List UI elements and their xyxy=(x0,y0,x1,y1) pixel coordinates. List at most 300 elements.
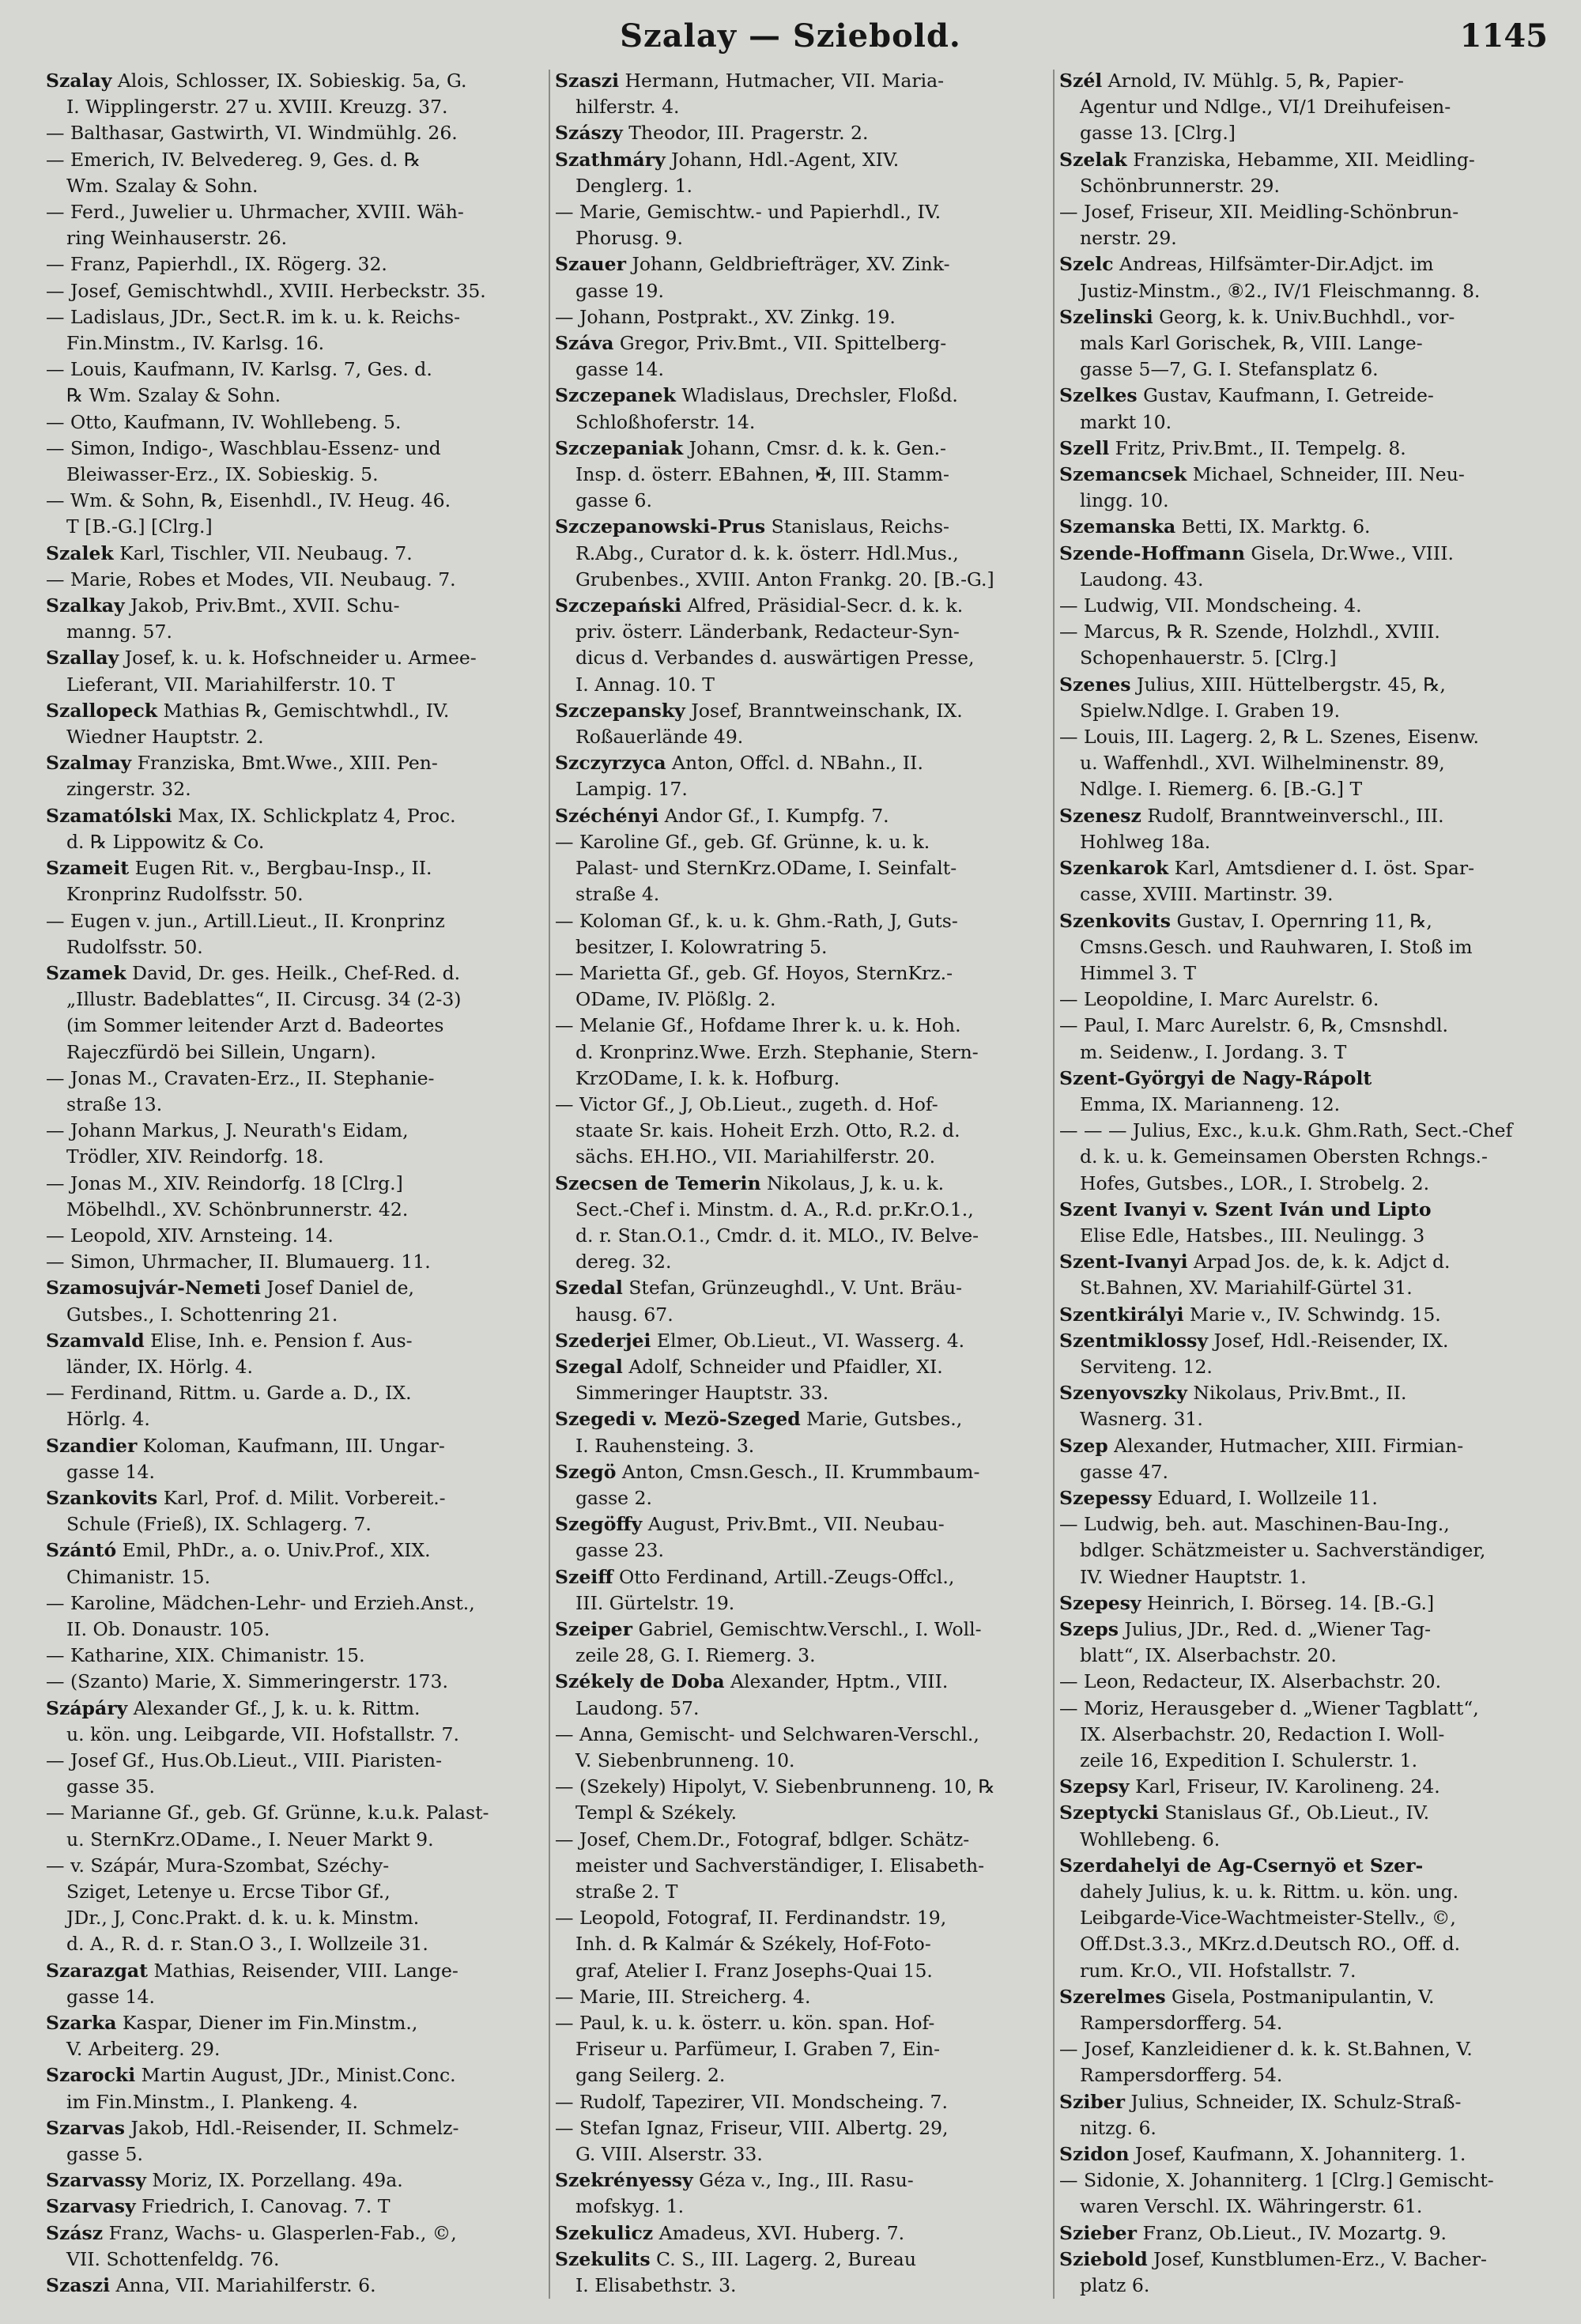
directory-line xyxy=(46,672,549,698)
entry-surname: Szende-Hoffmann xyxy=(1059,541,1245,564)
entry-text: — Marie, III. Streicherg. 4. xyxy=(555,1985,811,2008)
directory-line xyxy=(1059,645,1562,671)
directory-line xyxy=(1059,1853,1562,1879)
entry-text: G. VIII. Alserstr. 33. xyxy=(575,2143,763,2166)
directory-line xyxy=(555,2062,1058,2088)
directory-line xyxy=(46,383,549,409)
entry-text: — (Szanto) Marie, X. Simmeringerstr. 173. xyxy=(46,1670,448,1693)
entry-text: — Jonas M., XIV. Reindorfg. 18 [Clrg.] xyxy=(46,1171,403,1194)
directory-line xyxy=(1059,1197,1562,1223)
directory-line xyxy=(46,2220,549,2247)
directory-line xyxy=(555,1958,1058,1984)
entry-text: V. Arbeiterg. 29. xyxy=(66,2038,221,2061)
entry-text: Sect.-Chef i. Minstm. d. A., R.d. pr.Kr.O.1., xyxy=(575,1198,974,1220)
directory-line xyxy=(46,567,549,593)
entry-text: Marie v., IV. Schwindg. 15. xyxy=(1183,1303,1441,1326)
entry-text: IV. Wiedner Hauptstr. 1. xyxy=(1080,1565,1307,1588)
entry-text: — Paul, k. u. k. österr. u. kön. span. Hof- xyxy=(555,2012,935,2035)
entry-surname: Szerelmes xyxy=(1059,1985,1166,2008)
entry-text: Denglerg. 1. xyxy=(575,174,692,197)
entry-text: Schopenhauerstr. 5. [Clrg.] xyxy=(1080,647,1337,670)
directory-line xyxy=(555,1354,1058,1380)
directory-line xyxy=(46,1696,549,1722)
entry-text: Rudolf, Branntweinverschl., III. xyxy=(1141,804,1444,827)
entry-text: Johann, Cmsr. d. k. k. Gen.- xyxy=(683,436,946,459)
directory-line xyxy=(1059,1354,1562,1380)
entry-text: Julius, XIII. Hüttelbergstr. 45, ℞, xyxy=(1130,673,1446,696)
entry-text: straße 2. T xyxy=(575,1881,678,1903)
entry-text: gasse 23. xyxy=(575,1539,664,1562)
directory-line xyxy=(555,619,1058,645)
entry-text: „Illustr. Badeblattes“, II. Circusg. 34 (2-3) xyxy=(66,988,462,1011)
directory-line xyxy=(46,1328,549,1354)
directory-line xyxy=(555,488,1058,514)
entry-text: Insp. d. österr. EBahnen, ✠, III. Stamm- xyxy=(575,463,949,486)
entry-text: Heinrich, I. Börseg. 14. [B.-G.] xyxy=(1141,1591,1435,1614)
directory-line xyxy=(46,1958,549,1984)
entry-text: — Leon, Redacteur, IX. Alserbachstr. 20. xyxy=(1059,1670,1442,1693)
directory-line xyxy=(1059,2167,1562,2194)
directory-line xyxy=(46,2115,549,2141)
directory-line xyxy=(1059,94,1562,120)
entry-text: Andor Gf., I. Kumpfg. 7. xyxy=(658,804,889,827)
entry-text: Simmeringer Hauptstr. 33. xyxy=(575,1382,829,1405)
directory-line xyxy=(555,934,1058,960)
directory-line xyxy=(555,1643,1058,1669)
entry-text: Karl, Prof. d. Milit. Vorbereit.- xyxy=(157,1486,446,1509)
entry-text: (im Sommer leitender Arzt d. Badeortes xyxy=(66,1014,444,1037)
entry-text: Anton, Cmsn.Gesch., II. Krummbaum- xyxy=(616,1460,980,1483)
entry-surname: Szarocki xyxy=(46,2064,136,2087)
directory-line xyxy=(555,304,1058,330)
entry-surname: Szamatólski xyxy=(46,804,172,827)
directory-line xyxy=(1059,1485,1562,1511)
entry-text: Alois, Schlosser, IX. Sobieskig. 5a, G. xyxy=(111,70,467,92)
directory-line xyxy=(1059,383,1562,409)
directory-line xyxy=(46,908,549,934)
directory-line xyxy=(555,1800,1058,1826)
entry-text: Palast- und SternKrz.ODame, I. Seinfalt- xyxy=(575,857,957,880)
entry-text: Jakob, Hdl.-Reisender, II. Schmelz- xyxy=(125,2116,459,2139)
entry-text: — Ferd., Juwelier u. Uhrmacher, XVIII. Wäh- xyxy=(46,201,464,224)
directory-line xyxy=(46,436,549,462)
entry-surname: Szecsen de Temerin xyxy=(555,1171,761,1194)
directory-line xyxy=(1059,1905,1562,1931)
entry-text: Gisela, Postmanipulantin, V. xyxy=(1165,1985,1435,2008)
directory-line xyxy=(1059,2247,1562,2273)
directory-line xyxy=(555,1485,1058,1511)
column-divider xyxy=(1053,70,1055,2299)
entry-text: Josef, Hdl.-Reisender, IX. xyxy=(1208,1329,1449,1352)
entry-surname: Szegö xyxy=(555,1460,617,1483)
entry-text: — Johann Markus, J. Neurath's Eidam, xyxy=(46,1119,409,1142)
directory-line xyxy=(555,855,1058,881)
directory-line xyxy=(555,278,1058,304)
entry-text: Schönbrunnerstr. 29. xyxy=(1080,174,1280,197)
directory-line xyxy=(1059,1144,1562,1170)
entry-text: Jakob, Priv.Bmt., XVII. Schu- xyxy=(124,594,400,617)
directory-line xyxy=(1059,1774,1562,1800)
directory-line xyxy=(46,2273,549,2299)
entry-text: Elise Edle, Hatsbes., III. Neulingg. 3 xyxy=(1080,1224,1425,1247)
entry-text: IX. Alserbachstr. 20, Redaction I. Woll- xyxy=(1080,1722,1445,1745)
entry-text: straße 4. xyxy=(575,883,660,906)
entry-surname: Száva xyxy=(555,332,614,355)
directory-line xyxy=(46,2141,549,2167)
entry-text: Hofes, Gutsbes., LOR., I. Strobelg. 2. xyxy=(1080,1171,1430,1194)
directory-line xyxy=(46,1984,549,2010)
entry-text: Eduard, I. Wollzeile 11. xyxy=(1151,1486,1378,1509)
directory-line xyxy=(1059,1643,1562,1669)
entry-text: Elise, Inh. e. Pension f. Aus- xyxy=(144,1329,413,1352)
directory-line xyxy=(1059,803,1562,829)
directory-line xyxy=(1059,1511,1562,1537)
directory-line xyxy=(1059,2036,1562,2062)
entry-text: — — — Julius, Exc., k.u.k. Ghm.Rath, Sect.-Chef xyxy=(1059,1119,1513,1142)
entry-surname: Szekulicz xyxy=(555,2221,654,2244)
entry-text: Josef Daniel de, xyxy=(260,1277,414,1300)
directory-line xyxy=(46,120,549,146)
directory-line xyxy=(1059,173,1562,199)
directory-line xyxy=(1059,462,1562,488)
directory-line xyxy=(555,1564,1058,1590)
entry-text: Phorusg. 9. xyxy=(575,227,683,250)
directory-line xyxy=(1059,1275,1562,1301)
entry-text: meister und Sachverständiger, I. Elisabeth- xyxy=(575,1854,985,1877)
entry-text: Schloßhoferstr. 14. xyxy=(575,410,756,433)
directory-line xyxy=(46,1643,549,1669)
entry-text: bdlger. Schätzmeister u. Sachverständiger, xyxy=(1080,1539,1486,1562)
directory-line xyxy=(1059,1617,1562,1643)
directory-line xyxy=(555,908,1058,934)
entry-text: Max, IX. Schlickplatz 4, Proc. xyxy=(172,804,456,827)
entry-text: Franziska, Hebamme, XII. Meidling- xyxy=(1126,148,1475,171)
entry-text: Gabriel, Gemischtw.Verschl., I. Woll- xyxy=(632,1617,982,1640)
directory-line xyxy=(46,357,549,383)
entry-text: — Marie, Gemischtw.- und Papierhdl., IV. xyxy=(555,201,941,224)
entry-surname: Szegedi v. Mezö-Szeged xyxy=(555,1408,801,1431)
entry-surname: Szarvassy xyxy=(46,2169,146,2192)
entry-text: Kronprinz Rudolfsstr. 50. xyxy=(66,883,304,906)
entry-surname: Szathmáry xyxy=(555,148,666,171)
entry-text: C. S., III. Lagerg. 2, Bureau xyxy=(650,2247,916,2270)
entry-surname: Szenes xyxy=(1059,673,1131,696)
entry-text: ℞ Wm. Szalay & Sohn. xyxy=(66,384,281,407)
directory-line xyxy=(1059,2115,1562,2141)
entry-text: Gisela, Dr.Wwe., VIII. xyxy=(1244,541,1454,564)
entry-surname: Szaszi xyxy=(555,70,620,92)
directory-line xyxy=(46,1459,549,1485)
entry-text: VII. Schottenfeldg. 76. xyxy=(66,2247,280,2270)
entry-surname: Szarazgat xyxy=(46,1959,149,1982)
entry-surname: Szczepanowski-Prus xyxy=(555,515,766,538)
entry-text: d. r. Stan.O.1., Cmdr. d. it. MLO., IV. Belve- xyxy=(575,1224,979,1247)
directory-line xyxy=(46,2194,549,2220)
directory-line xyxy=(555,1380,1058,1406)
entry-surname: Szczyrzyca xyxy=(555,752,666,775)
directory-line xyxy=(46,304,549,330)
entry-text: Inh. d. ℞ Kalmár & Székely, Hof-Foto- xyxy=(575,1933,931,1956)
entry-text: ring Weinhauserstr. 26. xyxy=(66,227,288,250)
directory-line xyxy=(1059,1537,1562,1564)
entry-text: Johann, Geldbriefträger, XV. Zink- xyxy=(625,253,950,276)
directory-line xyxy=(46,619,549,645)
directory-line xyxy=(46,251,549,277)
directory-line xyxy=(555,409,1058,436)
directory-line xyxy=(1059,619,1562,645)
directory-line xyxy=(1059,1590,1562,1617)
directory-line xyxy=(555,1197,1058,1223)
directory-column-3 xyxy=(1059,68,1562,2299)
directory-line xyxy=(46,1302,549,1328)
entry-surname: Szászy xyxy=(555,122,623,145)
entry-text: — Marcus, ℞ R. Szende, Holzhdl., XVIII. xyxy=(1059,621,1440,643)
directory-line xyxy=(1059,2273,1562,2299)
directory-line xyxy=(46,488,549,514)
entry-text: gasse 19. xyxy=(575,279,664,302)
page-title: Szalay — Sziebold. xyxy=(620,17,961,55)
entry-surname: Szász xyxy=(46,2221,104,2244)
directory-line xyxy=(555,1931,1058,1957)
entry-text: platz 6. xyxy=(1080,2274,1150,2297)
directory-line xyxy=(1059,829,1562,855)
directory-line xyxy=(555,567,1058,593)
entry-text: gasse 5. xyxy=(66,2143,143,2166)
directory-line xyxy=(1059,2220,1562,2247)
entry-surname: Szeiper xyxy=(555,1617,632,1640)
entry-surname: Szenesz xyxy=(1059,804,1141,827)
entry-text: Kaspar, Diener im Fin.Minstm., xyxy=(116,2012,418,2035)
entry-text: Rajeczfürdö bei Sillein, Ungarn). xyxy=(66,1040,376,1063)
entry-text: Wohllebeng. 6. xyxy=(1080,1828,1221,1851)
directory-line xyxy=(46,1879,549,1905)
directory-line xyxy=(555,672,1058,698)
entry-text: Justiz-Minstm., ⑧2., IV/1 Fleischmanng. 8. xyxy=(1080,279,1481,302)
entry-text: — Moriz, Herausgeber d. „Wiener Tagblatt“, xyxy=(1059,1696,1479,1719)
entry-text: Hermann, Hutmacher, VII. Maria- xyxy=(619,70,945,92)
directory-line xyxy=(46,1197,549,1223)
directory-line xyxy=(555,514,1058,540)
directory-line xyxy=(46,514,549,540)
directory-line xyxy=(1059,1931,1562,1957)
entry-text: — Josef, Kanzleidiener d. k. k. St.Bahnen, V. xyxy=(1059,2038,1473,2061)
entry-text: gasse 5—7, G. I. Stefansplatz 6. xyxy=(1080,358,1379,381)
directory-line xyxy=(1059,304,1562,330)
entry-text: markt 10. xyxy=(1080,410,1172,433)
directory-line xyxy=(1059,251,1562,277)
entry-text: dereg. 32. xyxy=(575,1251,672,1273)
entry-text: R.Abg., Curator d. k. k. österr. Hdl.Mus., xyxy=(575,541,959,564)
entry-text: Franziska, Bmt.Wwe., XIII. Pen- xyxy=(131,752,438,775)
directory-line xyxy=(555,1328,1058,1354)
entry-text: mals Karl Gorischek, ℞, VIII. Lange- xyxy=(1080,332,1423,355)
directory-line xyxy=(1059,881,1562,907)
directory-line xyxy=(555,1748,1058,1774)
directory-line xyxy=(1059,776,1562,802)
entry-surname: Szent Ivanyi v. Szent Iván und Lipto xyxy=(1059,1198,1432,1220)
entry-text: Julius, JDr., Red. d. „Wiener Tag- xyxy=(1118,1617,1432,1640)
directory-line xyxy=(46,1590,549,1617)
directory-line xyxy=(46,881,549,907)
directory-line xyxy=(555,1827,1058,1853)
directory-line xyxy=(1059,567,1562,593)
directory-line xyxy=(555,2115,1058,2141)
entry-text: Alexander, Hptm., VIII. xyxy=(724,1670,949,1693)
entry-text: — Otto, Kaufmann, IV. Wohllebeng. 5. xyxy=(46,410,402,433)
directory-line xyxy=(46,1931,549,1957)
entry-surname: Széchényi xyxy=(555,804,659,827)
directory-line xyxy=(555,357,1058,383)
entry-text: Fritz, Priv.Bmt., II. Tempelg. 8. xyxy=(1109,436,1406,459)
entry-text: — Josef, Gemischtwhdl., XVIII. Herbeckstr. 35. xyxy=(46,279,486,302)
entry-surname: Szenkovits xyxy=(1059,909,1171,932)
directory-line xyxy=(46,199,549,225)
directory-line xyxy=(555,750,1058,776)
entry-surname: Szeiff xyxy=(555,1565,613,1588)
entry-surname: Szedal xyxy=(555,1277,623,1300)
entry-text: Karl, Amtsdiener d. I. öst. Spar- xyxy=(1168,857,1475,880)
directory-line xyxy=(555,1879,1058,1905)
entry-surname: Szalek xyxy=(46,541,114,564)
directory-line xyxy=(46,1223,549,1249)
directory-line xyxy=(46,1905,549,1931)
entry-text: Andreas, Hilfsämter-Dir.Adjct. im xyxy=(1113,253,1434,276)
directory-line xyxy=(555,436,1058,462)
entry-text: Julius, Schneider, IX. Schulz-Straß- xyxy=(1125,2090,1462,2113)
entry-surname: Szegöffy xyxy=(555,1513,643,1536)
directory-line xyxy=(46,330,549,357)
directory-column-2 xyxy=(555,68,1058,2299)
entry-text: Martin August, JDr., Minist.Conc. xyxy=(135,2064,456,2087)
directory-line xyxy=(46,94,549,120)
entry-text: Trödler, XIV. Reindorfg. 18. xyxy=(66,1145,324,1168)
directory-line xyxy=(555,173,1058,199)
directory-line xyxy=(555,1984,1058,2010)
entry-text: Rampersdorfferg. 54. xyxy=(1080,2012,1283,2035)
entry-surname: Szidon xyxy=(1059,2143,1130,2166)
directory-line xyxy=(1059,436,1562,462)
directory-line xyxy=(1059,2089,1562,2115)
directory-line xyxy=(1059,593,1562,619)
entry-surname: Szamek xyxy=(46,961,126,984)
directory-line xyxy=(46,1433,549,1459)
entry-text: Josef, Branntweinschank, IX. xyxy=(685,699,963,722)
directory-line xyxy=(46,409,549,436)
directory-line xyxy=(1059,1013,1562,1039)
directory-line xyxy=(555,1511,1058,1537)
entry-text: zingerstr. 32. xyxy=(66,778,191,801)
directory-line xyxy=(46,1511,549,1537)
directory-line xyxy=(1059,488,1562,514)
entry-surname: Szandier xyxy=(46,1434,138,1457)
directory-line xyxy=(555,541,1058,567)
entry-text: im Fin.Minstm., I. Plankeng. 4. xyxy=(66,2090,358,2113)
entry-text: rum. Kr.O., VII. Hofstallstr. 7. xyxy=(1080,1959,1356,1982)
entry-text: Emil, PhDr., a. o. Univ.Prof., XIX. xyxy=(116,1539,431,1562)
directory-line xyxy=(1059,2194,1562,2220)
entry-text: gasse 35. xyxy=(66,1775,155,1798)
entry-text: — Simon, Indigo-, Waschblau-Essenz- und xyxy=(46,436,441,459)
directory-line xyxy=(1059,1958,1562,1984)
entry-text: hausg. 67. xyxy=(575,1303,674,1326)
entry-text: Moriz, IX. Porzellang. 49a. xyxy=(145,2169,403,2192)
directory-line xyxy=(1059,1748,1562,1774)
entry-text: Georg, k. k. Univ.Buchhdl., vor- xyxy=(1153,305,1455,328)
entry-text: Franz, Wachs- u. Glasperlen-Fab., ©, xyxy=(103,2221,457,2244)
directory-line xyxy=(46,1564,549,1590)
directory-line xyxy=(1059,1879,1562,1905)
entry-text: Josef, k. u. k. Hofschneider u. Armee- xyxy=(119,647,477,670)
entry-surname: Szápáry xyxy=(46,1696,128,1719)
entry-text: — Leopold, XIV. Arnsteing. 14. xyxy=(46,1224,334,1247)
directory-line xyxy=(555,1617,1058,1643)
entry-text: St.Bahnen, XV. Mariahilf-Gürtel 31. xyxy=(1080,1277,1413,1300)
directory-line xyxy=(46,462,549,488)
entry-text: Lampig. 17. xyxy=(575,778,688,801)
entry-text: Wladislaus, Drechsler, Floßd. xyxy=(675,384,958,407)
directory-line xyxy=(46,2089,549,2115)
entry-text: gasse 14. xyxy=(575,358,664,381)
directory-line xyxy=(46,2010,549,2036)
entry-text: m. Seidenw., I. Jordang. 3. T xyxy=(1080,1040,1347,1063)
entry-text: Koloman, Kaufmann, III. Ungar- xyxy=(137,1434,445,1457)
directory-line xyxy=(1059,357,1562,383)
directory-line xyxy=(46,776,549,802)
directory-line xyxy=(555,1066,1058,1092)
entry-text: Géza v., Ing., III. Rasu- xyxy=(692,2169,914,2192)
entry-text: dahely Julius, k. u. k. Rittm. u. kön. ung. xyxy=(1080,1881,1459,1903)
entry-surname: Szenyovszky xyxy=(1059,1382,1187,1405)
directory-line xyxy=(555,1118,1058,1144)
directory-line xyxy=(1059,987,1562,1013)
entry-text: — Marianne Gf., geb. Gf. Grünne, k.u.k. Palast- xyxy=(46,1801,489,1824)
entry-surname: Szántó xyxy=(46,1539,117,1562)
entry-text: gasse 47. xyxy=(1080,1460,1168,1483)
entry-text: Wasnerg. 31. xyxy=(1080,1408,1203,1431)
entry-text: Chimanistr. 15. xyxy=(66,1565,211,1588)
directory-line xyxy=(1059,1249,1562,1275)
entry-surname: Szalmay xyxy=(46,752,132,775)
entry-text: — Marietta Gf., geb. Gf. Hoyos, SternKrz.- xyxy=(555,961,953,984)
entry-surname: Szameit xyxy=(46,857,130,880)
entry-text: Mathias, Reisender, VIII. Lange- xyxy=(148,1959,458,1982)
directory-column-1 xyxy=(46,68,549,2299)
entry-text: gasse 14. xyxy=(66,1985,155,2008)
directory-line xyxy=(1059,1669,1562,1695)
directory-line xyxy=(46,855,549,881)
directory-line xyxy=(555,776,1058,802)
entry-surname: Szentmiklossy xyxy=(1059,1329,1208,1352)
directory-line xyxy=(46,1144,549,1170)
entry-text: Adolf, Schneider und Pfaidler, XI. xyxy=(622,1355,943,1378)
directory-line xyxy=(555,1537,1058,1564)
entry-text: Spielw.Ndlge. I. Graben 19. xyxy=(1080,699,1341,722)
entry-text: — Koloman Gf., k. u. k. Ghm.-Rath, J, Guts- xyxy=(555,909,958,932)
directory-line xyxy=(46,724,549,750)
entry-text: II. Ob. Donaustr. 105. xyxy=(66,1617,270,1640)
directory-line xyxy=(555,2089,1058,2115)
entry-text: Josef, Kunstblumen-Erz., V. Bacher- xyxy=(1147,2247,1487,2270)
entry-text: — v. Szápár, Mura-Szombat, Széchy- xyxy=(46,1854,390,1877)
entry-text: III. Gürtelstr. 19. xyxy=(575,1591,735,1614)
entry-text: Himmel 3. T xyxy=(1080,961,1197,984)
entry-text: Laudong. 57. xyxy=(575,1696,700,1719)
directory-line xyxy=(555,2010,1058,2036)
entry-surname: Szallopeck xyxy=(46,699,158,722)
directory-line xyxy=(1059,908,1562,934)
entry-text: d. k. u. k. Gemeinsamen Obersten Rchngs.- xyxy=(1080,1145,1488,1168)
directory-line xyxy=(555,1171,1058,1197)
